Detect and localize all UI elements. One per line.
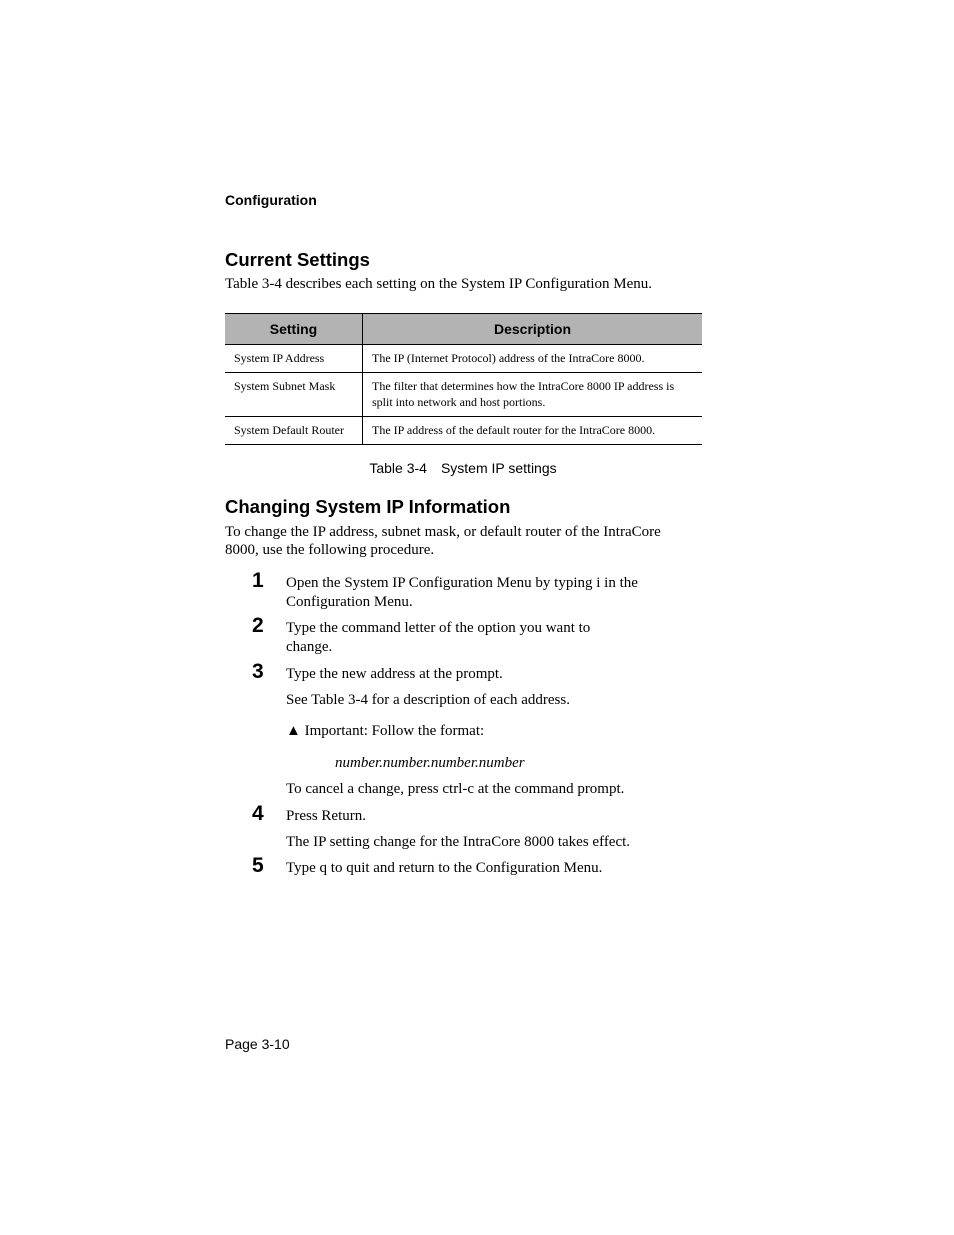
step-number: 4 [252, 802, 264, 825]
table-cell-setting: System Default Router [225, 417, 363, 445]
table-caption [0, 460, 926, 476]
changing-ip-intro: To change the IP address, subnet mask, or default router of the IntraCore 8000, use the following procedure. [225, 524, 661, 558]
running-header: Configuration [225, 192, 317, 208]
table-header-row [225, 314, 702, 345]
table-row [225, 373, 702, 417]
step-number: 5 [252, 854, 264, 877]
step-3-note: See Table 3-4 for a description of each address. [286, 692, 570, 708]
step-4-note: The IP setting change for the IntraCore 8000 takes effect. [286, 834, 631, 850]
step-text: Type q to quit and return to the Configuration Menu. [286, 860, 603, 876]
current-settings-intro: Table 3-4 describes each setting on the System IP Configuration Menu. [225, 276, 653, 292]
table-cell-description: The IP (Internet Protocol) address of the IntraCore 8000. [363, 345, 703, 373]
step-text: Open the System IP Configuration Menu by typing i in the Configuration Menu. [286, 575, 638, 610]
step-number: 3 [252, 660, 264, 683]
changing-ip-heading: Changing System IP Information [225, 496, 511, 517]
table-cell-description: The IP address of the default router for the IntraCore 8000. [363, 417, 703, 445]
step-number: 1 [252, 569, 264, 592]
page-number: Page 3-10 [225, 1036, 290, 1052]
column-header-description: Description [363, 314, 703, 345]
cancel-note: To cancel a change, press ctrl-c at the command prompt. [286, 781, 625, 797]
important-text: Important: Follow the format: [304, 723, 485, 739]
step-text: Type the new address at the prompt. [286, 666, 503, 682]
current-settings-heading: Current Settings [225, 249, 370, 270]
warning-triangle-icon: ▲ [286, 723, 301, 739]
table-cell-setting: System IP Address [225, 345, 363, 373]
table-caption-title: System IP settings [440, 460, 557, 476]
table-row [225, 417, 702, 445]
important-note [286, 722, 666, 741]
ip-format: number.number.number.number [335, 755, 525, 771]
table-row [225, 345, 702, 373]
table-caption-number: Table 3-4 [369, 460, 427, 476]
step-number: 2 [252, 614, 264, 637]
step-text: Type the command letter of the option you want to change. [286, 620, 591, 655]
table-cell-description: The filter that determines how the IntraCore 8000 IP address is split into network and host portions. [363, 373, 703, 417]
table-cell-setting: System Subnet Mask [225, 373, 363, 417]
system-ip-settings-table [225, 313, 702, 445]
step-text: Press Return. [286, 808, 366, 824]
column-header-setting: Setting [225, 314, 363, 345]
